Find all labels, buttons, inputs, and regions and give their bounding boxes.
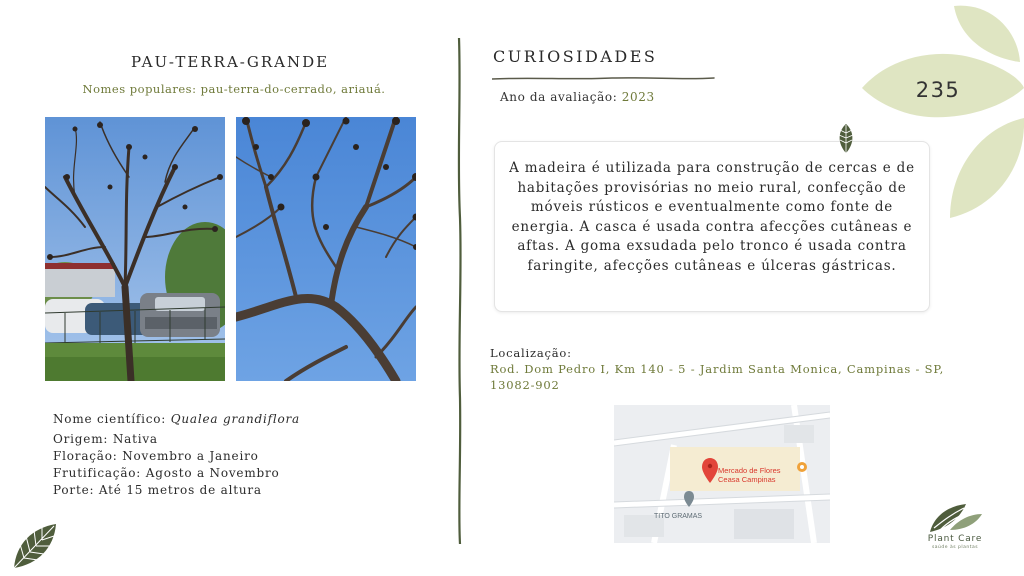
location-label: Localização: [490, 346, 572, 360]
evaluation-year: 2023 [621, 90, 655, 104]
scientific-name: Qualea grandiflora [170, 412, 301, 426]
popular-names-value: pau-terra-do-cerrado, ariauá. [200, 82, 386, 96]
scientific-name-row [53, 411, 300, 428]
popular-names-label: Nomes populares: [82, 82, 197, 96]
fruiting: Frutificação: Agosto a Novembro [53, 466, 280, 480]
tree-size: Porte: Até 15 metros de altura [53, 483, 262, 497]
logo-name: Plant Care [927, 534, 983, 544]
evaluation-year-label: Ano da avaliação: [500, 90, 618, 104]
evaluation-year-row [500, 90, 655, 104]
origin: Origem: Nativa [53, 432, 158, 446]
page-number: 235 [915, 78, 961, 102]
map-place-name: Mercado de Flores Ceasa Campinas [718, 466, 781, 484]
tree-photo-2 [236, 117, 416, 381]
popular-names [44, 82, 424, 96]
species-title: PAU-TERRA-GRANDE [130, 53, 330, 71]
scientific-name-label: Nome científico: [53, 412, 167, 426]
title-underline [492, 68, 716, 87]
curiosidades-title: CURIOSIDADES [493, 47, 658, 66]
plant-care-logo [926, 502, 984, 538]
curiosidades-text: A madeira é utilizada para construção de cercas e de habitações provisórias no meio rural, confecção de móveis rústicos e eventualmente como fonte de energia. A casca é usada contra afecções cutâneas e aftas. A goma exsudada pelo tronco é usada contra faringite, afecções cutâneas e úlceras gástricas. [509, 160, 915, 274]
leaf-icon [836, 123, 856, 161]
flowering: Floração: Novembro a Janeiro [53, 449, 259, 463]
logo-tagline: saúde às plantas [931, 545, 979, 550]
location-address[interactable]: Rod. Dom Pedro I, Km 140 - 5 - Jardim Santa Monica, Campinas - SP, 13082-902 [490, 362, 945, 392]
tree-photo-1 [45, 117, 225, 381]
leaf-icon [10, 522, 60, 574]
center-divider [453, 38, 467, 548]
map-poi-name: TITO GRAMAS [654, 513, 703, 520]
species-facts [53, 411, 300, 499]
